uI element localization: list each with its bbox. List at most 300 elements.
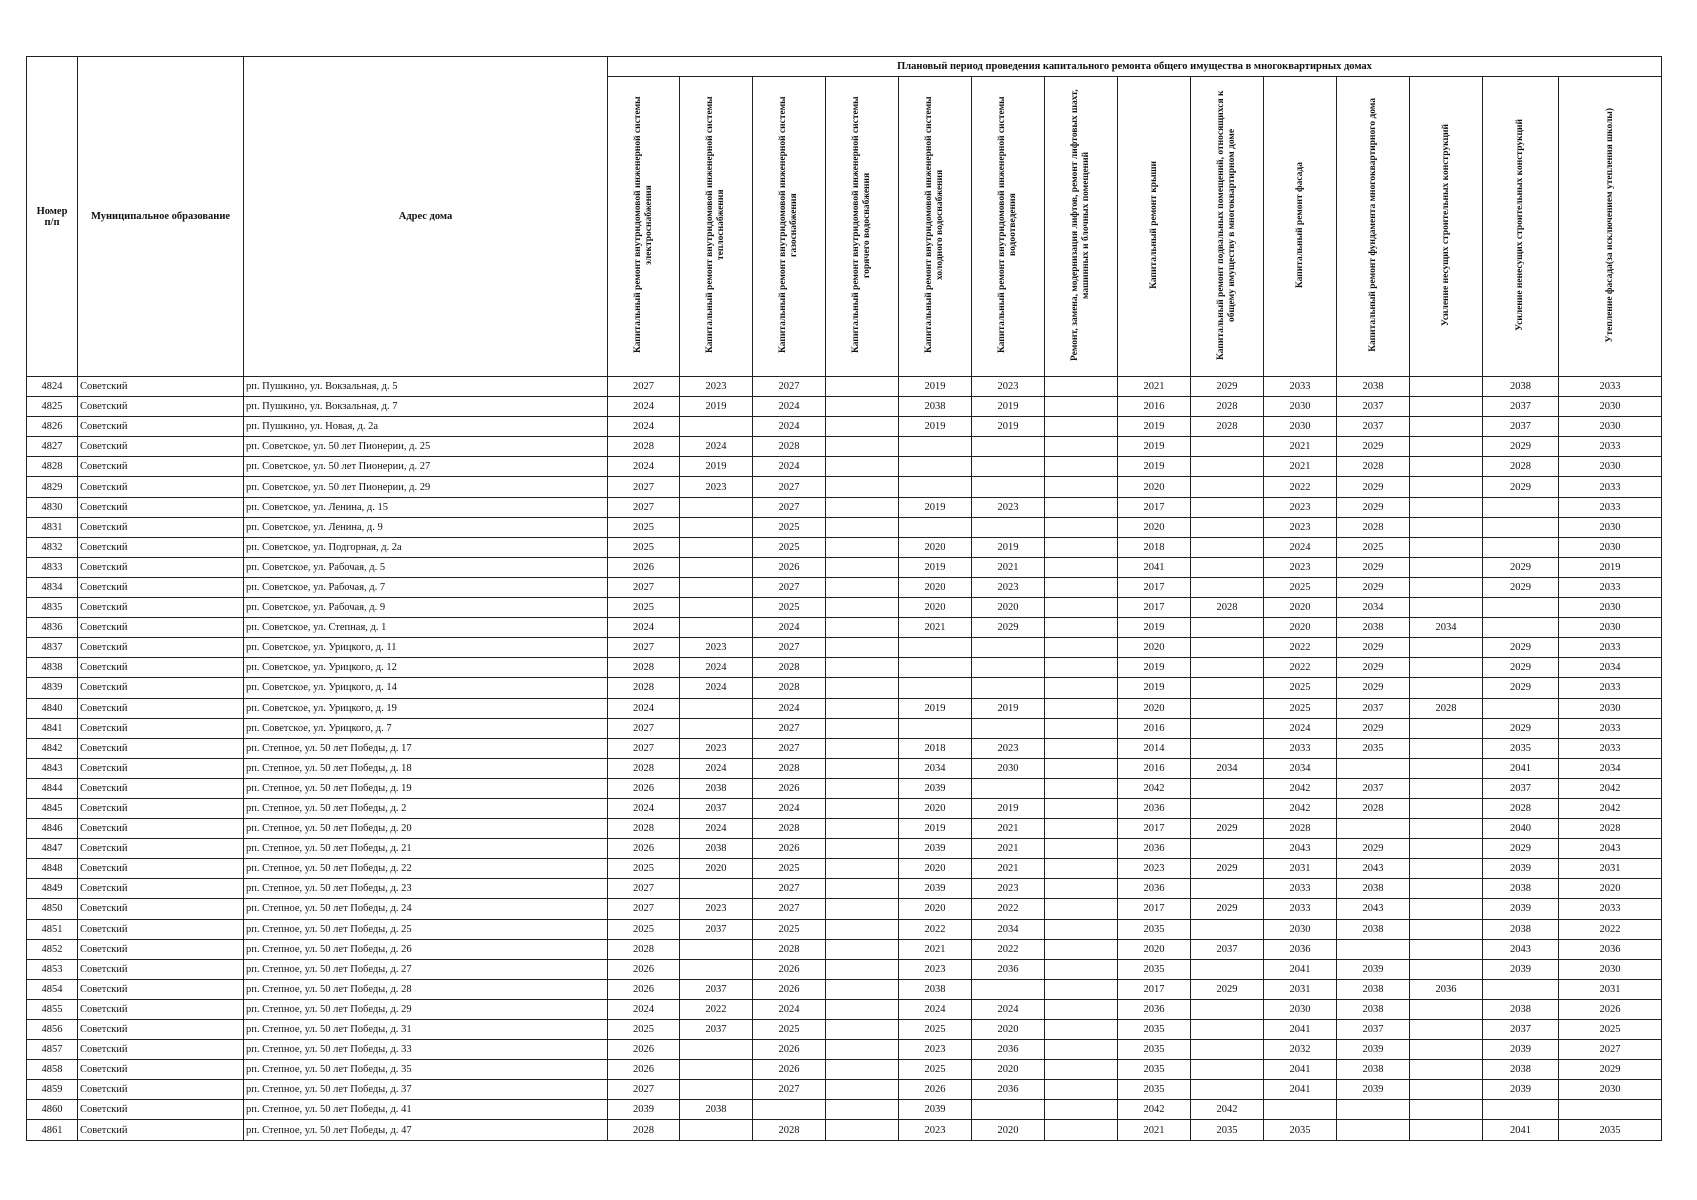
year-cell: 2019 [899,819,972,839]
year-cell [1410,1060,1483,1080]
year-cell: 2037 [680,979,753,999]
row-number-cell: 4832 [27,537,78,557]
address-cell: рп. Советское, ул. Урицкого, д. 7 [244,718,608,738]
year-cell [680,557,753,577]
table-row [27,557,1662,577]
year-cell [1045,698,1118,718]
header-work-13 [1483,77,1559,377]
year-cell: 2022 [972,939,1045,959]
table-row [27,959,1662,979]
year-cell [826,437,899,457]
year-cell: 2029 [1337,658,1410,678]
municipality-cell: Советский [78,1020,244,1040]
year-cell: 2020 [972,1020,1045,1040]
year-cell: 2039 [1337,959,1410,979]
year-cell: 2042 [1264,798,1337,818]
year-cell: 2024 [608,417,680,437]
year-cell [1191,618,1264,638]
year-cell [1410,819,1483,839]
year-cell [826,658,899,678]
year-cell: 2030 [972,758,1045,778]
table-row [27,598,1662,618]
year-cell [1410,457,1483,477]
year-cell [1045,638,1118,658]
year-cell [1045,497,1118,517]
year-cell: 2023 [1264,497,1337,517]
year-cell [1191,557,1264,577]
year-cell [1410,859,1483,879]
year-cell: 2028 [753,1120,826,1140]
year-cell: 2019 [899,377,972,397]
year-cell [1410,477,1483,497]
year-cell [826,959,899,979]
year-cell: 2038 [899,397,972,417]
year-cell [1045,598,1118,618]
year-cell: 2026 [608,1040,680,1060]
table-row [27,859,1662,879]
row-number-cell: 4849 [27,879,78,899]
year-cell: 2035 [1337,738,1410,758]
table-row [27,437,1662,457]
address-cell: рп. Степное, ул. 50 лет Победы, д. 24 [244,899,608,919]
address-cell: рп. Пушкино, ул. Новая, д. 2а [244,417,608,437]
row-number-cell: 4850 [27,899,78,919]
year-cell [1045,778,1118,798]
year-cell: 2023 [1264,557,1337,577]
year-cell [1191,778,1264,798]
year-cell [680,959,753,979]
year-cell: 2029 [1337,437,1410,457]
year-cell: 2033 [1559,738,1662,758]
year-cell [1045,557,1118,577]
year-cell [1191,1020,1264,1040]
year-cell [826,1080,899,1100]
year-cell: 2024 [753,417,826,437]
year-cell: 2028 [608,678,680,698]
year-cell: 2023 [680,477,753,497]
year-cell [972,1100,1045,1120]
municipality-cell: Советский [78,698,244,718]
year-cell [826,618,899,638]
year-cell: 2041 [1483,758,1559,778]
header-address [244,57,608,377]
year-cell: 2024 [608,698,680,718]
year-cell: 2037 [680,1020,753,1040]
municipality-cell: Советский [78,678,244,698]
year-cell: 2029 [1483,557,1559,577]
year-cell: 2019 [972,537,1045,557]
year-cell [1264,1100,1337,1120]
year-cell: 2033 [1559,497,1662,517]
municipality-cell: Советский [78,437,244,457]
table-row [27,698,1662,718]
year-cell: 2039 [899,778,972,798]
year-cell [972,457,1045,477]
year-cell: 2041 [1264,1020,1337,1040]
year-cell [826,798,899,818]
year-cell [1191,919,1264,939]
year-cell [1191,718,1264,738]
year-cell: 2027 [753,718,826,738]
year-cell: 2030 [1559,537,1662,557]
year-cell: 2023 [899,1040,972,1060]
row-number-cell: 4824 [27,377,78,397]
table-row [27,758,1662,778]
year-cell: 2036 [1118,879,1191,899]
year-cell [972,678,1045,698]
year-cell: 2030 [1264,919,1337,939]
year-cell: 2019 [680,397,753,417]
address-cell: рп. Советское, ул. Рабочая, д. 7 [244,577,608,597]
year-cell: 2038 [680,839,753,859]
year-cell [1191,497,1264,517]
year-cell [680,1040,753,1060]
year-cell [1191,457,1264,477]
year-cell [1045,1040,1118,1060]
year-cell: 2025 [899,1060,972,1080]
year-cell: 2028 [1337,798,1410,818]
year-cell [1045,397,1118,417]
year-cell: 2041 [1264,1060,1337,1080]
year-cell: 2043 [1264,839,1337,859]
municipality-cell: Советский [78,618,244,638]
year-cell [972,437,1045,457]
row-number-cell: 4854 [27,979,78,999]
year-cell [1483,517,1559,537]
year-cell: 2029 [1337,718,1410,738]
year-cell: 2033 [1559,899,1662,919]
year-cell: 2030 [1559,959,1662,979]
year-cell: 2023 [680,638,753,658]
year-cell [1483,618,1559,638]
year-cell: 2038 [1483,919,1559,939]
year-cell [972,658,1045,678]
municipality-cell: Советский [78,537,244,557]
year-cell: 2037 [1337,698,1410,718]
address-cell: рп. Степное, ул. 50 лет Победы, д. 37 [244,1080,608,1100]
year-cell: 2027 [753,377,826,397]
year-cell [1410,798,1483,818]
address-cell: рп. Степное, ул. 50 лет Победы, д. 31 [244,1020,608,1040]
row-number-cell: 4852 [27,939,78,959]
year-cell [1410,959,1483,979]
year-cell: 2025 [753,1020,826,1040]
year-cell: 2022 [1264,638,1337,658]
year-cell [680,1080,753,1100]
year-cell [1045,477,1118,497]
year-cell: 2017 [1118,598,1191,618]
row-number-cell: 4829 [27,477,78,497]
year-cell: 2020 [899,859,972,879]
year-cell [753,1100,826,1120]
address-cell: рп. Степное, ул. 50 лет Победы, д. 25 [244,919,608,939]
year-cell [826,859,899,879]
year-cell: 2028 [753,678,826,698]
year-cell: 2029 [1337,577,1410,597]
year-cell: 2042 [1118,1100,1191,1120]
year-cell: 2033 [1264,738,1337,758]
table-row [27,537,1662,557]
year-cell [1483,537,1559,557]
address-cell: рп. Советское, ул. Урицкого, д. 14 [244,678,608,698]
year-cell: 2026 [753,557,826,577]
municipality-cell: Советский [78,557,244,577]
year-cell: 2037 [1337,417,1410,437]
year-cell [1410,377,1483,397]
year-cell: 2027 [753,879,826,899]
year-cell: 2028 [1337,517,1410,537]
year-cell [826,758,899,778]
year-cell: 2029 [1337,477,1410,497]
year-cell: 2022 [1264,658,1337,678]
municipality-cell: Советский [78,879,244,899]
year-cell: 2024 [753,999,826,1019]
year-cell: 2026 [608,979,680,999]
year-cell: 2022 [1559,919,1662,939]
year-cell [1337,758,1410,778]
year-cell: 2037 [1483,778,1559,798]
municipality-cell: Советский [78,658,244,678]
year-cell: 2026 [753,1060,826,1080]
year-cell: 2027 [608,477,680,497]
header-work-label: Утепление фасада(за исключением утепления школы) [1604,107,1615,343]
year-cell [899,678,972,698]
year-cell [1559,1100,1662,1120]
year-cell: 2030 [1559,598,1662,618]
row-number-cell: 4835 [27,598,78,618]
year-cell [826,457,899,477]
year-cell: 2037 [1337,1020,1410,1040]
municipality-cell: Советский [78,1100,244,1120]
municipality-cell: Советский [78,738,244,758]
year-cell: 2023 [972,738,1045,758]
year-cell [680,598,753,618]
table-row [27,1120,1662,1140]
address-cell: рп. Советское, ул. 50 лет Пионерии, д. 29 [244,477,608,497]
year-cell [1045,577,1118,597]
year-cell: 2022 [972,899,1045,919]
year-cell: 2020 [1118,477,1191,497]
year-cell: 2021 [1264,437,1337,457]
year-cell [972,979,1045,999]
year-cell: 2025 [1264,577,1337,597]
year-cell: 2026 [753,778,826,798]
header-work-label: Капитальный ремонт внутридомовой инженерной системы холодного водоснабжения [924,96,945,354]
year-cell: 2038 [1337,1060,1410,1080]
address-cell: рп. Советское, ул. Ленина, д. 15 [244,497,608,517]
year-cell: 2038 [1337,999,1410,1019]
year-cell: 2027 [753,738,826,758]
year-cell: 2025 [1264,698,1337,718]
year-cell: 2025 [753,859,826,879]
address-cell: рп. Советское, ул. Урицкого, д. 11 [244,638,608,658]
year-cell [1045,919,1118,939]
address-cell: рп. Степное, ул. 50 лет Победы, д. 29 [244,999,608,1019]
year-cell [1410,839,1483,859]
header-work-label: Усиление ненесущих строительных конструкций [1515,119,1525,331]
year-cell: 2039 [1483,1080,1559,1100]
year-cell: 2024 [680,658,753,678]
year-cell [1410,397,1483,417]
year-cell: 2043 [1483,939,1559,959]
year-cell [1045,839,1118,859]
year-cell: 2020 [899,899,972,919]
header-work-label: Капитальный ремонт внутридомовой инженерной системы газоснабжения [778,96,799,354]
year-cell: 2036 [972,1040,1045,1060]
year-cell: 2026 [753,1040,826,1060]
municipality-cell: Советский [78,919,244,939]
table-row [27,477,1662,497]
year-cell: 2042 [1191,1100,1264,1120]
year-cell [1045,979,1118,999]
year-cell: 2019 [972,397,1045,417]
year-cell: 2029 [1337,678,1410,698]
year-cell [899,718,972,738]
year-cell: 2034 [899,758,972,778]
year-cell [1410,999,1483,1019]
year-cell [826,879,899,899]
year-cell: 2026 [753,839,826,859]
year-cell [826,557,899,577]
year-cell: 2029 [1191,979,1264,999]
year-cell [1045,879,1118,899]
year-cell: 2041 [1118,557,1191,577]
year-cell [1191,638,1264,658]
year-cell: 2043 [1559,839,1662,859]
year-cell [1045,798,1118,818]
address-cell: рп. Советское, ул. Ленина, д. 9 [244,517,608,537]
year-cell: 2028 [753,939,826,959]
year-cell: 2025 [608,517,680,537]
address-cell: рп. Советское, ул. Урицкого, д. 19 [244,698,608,718]
year-cell [826,577,899,597]
year-cell [826,819,899,839]
header-work-label: Усиление несущих строительных конструкций [1440,123,1451,327]
year-cell [1410,1080,1483,1100]
year-cell: 2034 [972,919,1045,939]
year-cell [680,1060,753,1080]
year-cell: 2027 [753,899,826,919]
year-cell: 2026 [753,959,826,979]
year-cell [899,437,972,457]
year-cell: 2016 [1118,718,1191,738]
year-cell [1045,999,1118,1019]
table-row [27,738,1662,758]
year-cell: 2029 [972,618,1045,638]
year-cell: 2030 [1559,457,1662,477]
municipality-cell: Советский [78,979,244,999]
year-cell: 2027 [608,497,680,517]
year-cell: 2035 [1118,1040,1191,1060]
year-cell: 2024 [753,698,826,718]
year-cell [1191,517,1264,537]
year-cell: 2036 [1118,839,1191,859]
table-row [27,879,1662,899]
year-cell: 2017 [1118,577,1191,597]
year-cell [899,477,972,497]
year-cell [1045,1120,1118,1140]
table-row [27,1020,1662,1040]
row-number-cell: 4861 [27,1120,78,1140]
address-cell: рп. Степное, ул. 50 лет Победы, д. 47 [244,1120,608,1140]
capital-repair-schedule-table [26,56,1662,1141]
municipality-cell: Советский [78,457,244,477]
year-cell: 2021 [899,618,972,638]
year-cell: 2041 [1483,1120,1559,1140]
year-cell: 2021 [1118,1120,1191,1140]
year-cell: 2029 [1483,678,1559,698]
year-cell: 2033 [1264,879,1337,899]
year-cell: 2029 [1483,638,1559,658]
header-work-6 [972,77,1045,377]
year-cell: 2027 [1559,1040,1662,1060]
year-cell: 2020 [1559,879,1662,899]
year-cell: 2038 [1483,377,1559,397]
year-cell: 2019 [1559,557,1662,577]
table-row [27,497,1662,517]
year-cell: 2027 [608,899,680,919]
year-cell [826,979,899,999]
year-cell: 2016 [1118,758,1191,778]
table-row [27,839,1662,859]
year-cell: 2030 [1559,1080,1662,1100]
address-cell: рп. Степное, ул. 50 лет Победы, д. 21 [244,839,608,859]
year-cell: 2039 [1483,899,1559,919]
year-cell: 2043 [1337,899,1410,919]
year-cell: 2035 [1118,919,1191,939]
year-cell: 2027 [608,577,680,597]
header-work-5 [899,77,972,377]
municipality-cell: Советский [78,859,244,879]
year-cell [1191,959,1264,979]
year-cell: 2038 [899,979,972,999]
year-cell: 2028 [1483,457,1559,477]
table-row [27,457,1662,477]
year-cell: 2025 [753,517,826,537]
year-cell: 2028 [1337,457,1410,477]
row-number-cell: 4858 [27,1060,78,1080]
municipality-cell: Советский [78,839,244,859]
address-cell: рп. Степное, ул. 50 лет Победы, д. 17 [244,738,608,758]
row-number-cell: 4853 [27,959,78,979]
table-row [27,819,1662,839]
year-cell [1191,658,1264,678]
header-work-10 [1264,77,1337,377]
year-cell: 2031 [1559,979,1662,999]
year-cell: 2019 [680,457,753,477]
table-row [27,999,1662,1019]
document-table-container [26,56,1662,1141]
year-cell: 2038 [680,778,753,798]
municipality-cell: Советский [78,417,244,437]
header-work-8 [1118,77,1191,377]
header-work-label: Капитальный ремонт внутридомовой инженерной системы водоотведения [997,96,1018,354]
year-cell [972,517,1045,537]
year-cell [1045,1080,1118,1100]
year-cell: 2021 [1118,377,1191,397]
year-cell: 2028 [608,819,680,839]
year-cell [1410,437,1483,457]
year-cell [680,718,753,738]
year-cell [680,618,753,638]
row-number-cell: 4839 [27,678,78,698]
year-cell [1191,738,1264,758]
year-cell: 2023 [972,879,1045,899]
year-cell [1191,698,1264,718]
row-number-cell: 4851 [27,919,78,939]
year-cell [1045,1100,1118,1120]
year-cell: 2038 [1337,618,1410,638]
